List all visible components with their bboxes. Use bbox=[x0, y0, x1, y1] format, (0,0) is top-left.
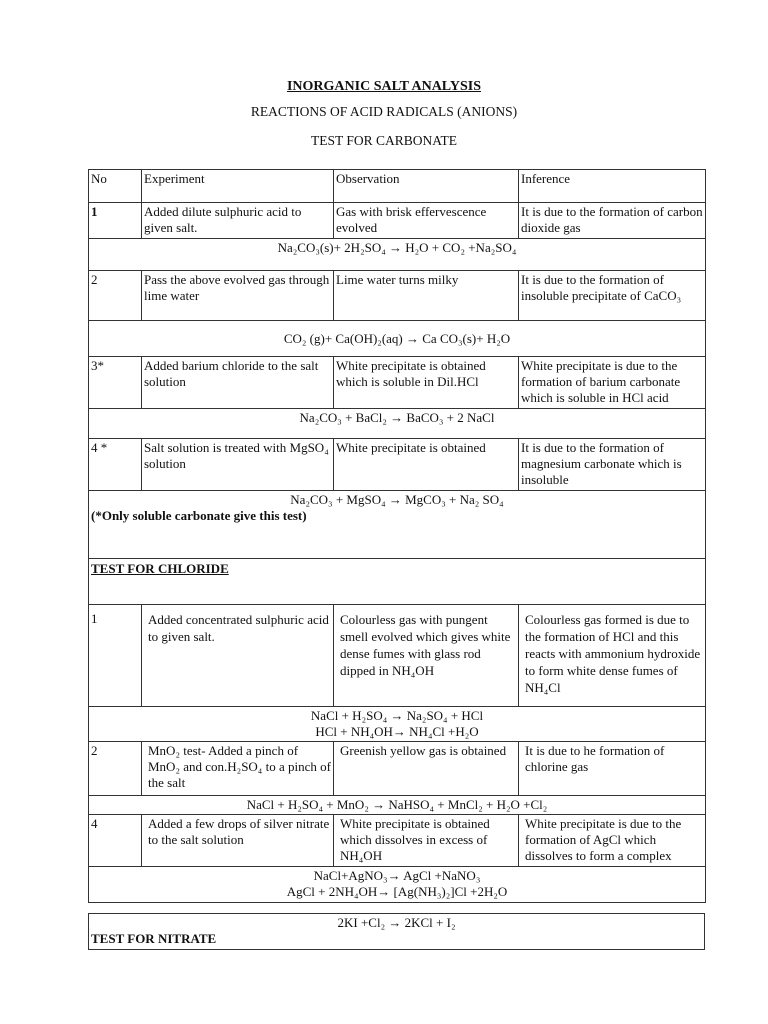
row-inference: Colourless gas formed is due to the formation of HCl and this reacts with ammonium hydroxide to form white dense fumes of NH₄Cl bbox=[519, 605, 706, 707]
row-no: 4 bbox=[89, 815, 142, 867]
page-subtitle: REACTIONS OF ACID RADICALS (ANIONS) bbox=[250, 104, 518, 119]
row-observation: White precipitate is obtained which is soluble in Dil.HCl bbox=[334, 357, 519, 409]
header-inference: Inference bbox=[519, 170, 706, 203]
header-experiment: Experiment bbox=[142, 170, 334, 203]
analysis-table bbox=[88, 169, 706, 903]
page-title: INORGANIC SALT ANALYSIS bbox=[286, 79, 481, 94]
section-row bbox=[89, 559, 706, 605]
table-row bbox=[89, 605, 706, 707]
row-experiment: Pass the above evolved gas through lime water bbox=[142, 271, 334, 321]
table-row bbox=[89, 439, 706, 491]
section-chloride-title: TEST FOR CHLORIDE bbox=[91, 561, 229, 576]
row-observation: White precipitate is obtained which dissolves in excess of NH₄OH bbox=[334, 815, 519, 867]
equation-row bbox=[89, 707, 706, 742]
equation: CO₂ (g)+ Ca(OH)₂(aq) → Ca CO₃(s)+ H₂O bbox=[89, 321, 706, 357]
equation: 2KI +Cl₂ → 2KCl + I₂ bbox=[337, 915, 456, 930]
row-no: 3* bbox=[89, 357, 142, 409]
nitrate-row bbox=[89, 914, 705, 950]
section-nitrate-title: TEST FOR NITRATE bbox=[91, 931, 217, 946]
row-observation: Gas with brisk effervescence evolved bbox=[334, 203, 519, 239]
section-carbonate-title: TEST FOR CARBONATE bbox=[310, 133, 458, 148]
row-no: 2 bbox=[89, 742, 142, 796]
table-row bbox=[89, 815, 706, 867]
carbonate-note: (*Only soluble carbonate give this test) bbox=[91, 508, 307, 523]
table-row bbox=[89, 742, 706, 796]
table-row bbox=[89, 203, 706, 239]
equation: NaCl+AgNO₃→ AgCl +NaNO₃ bbox=[313, 868, 481, 883]
equation: NaCl + H₂SO₄ + MnO₂ → NaHSO₄ + MnCl₂ + H₂O +Cl₂ bbox=[89, 796, 706, 815]
equation-row bbox=[89, 409, 706, 439]
equation: Na₂CO₃ + BaCl₂ → BaCO₃ + 2 NaCl bbox=[89, 409, 706, 439]
row-no: 4 * bbox=[89, 439, 142, 491]
row-inference: It is due to the formation of carbon dioxide gas bbox=[519, 203, 706, 239]
row-experiment: Added concentrated sulphuric acid to given salt. bbox=[142, 605, 334, 707]
nitrate-table bbox=[88, 913, 705, 950]
header-no: No bbox=[89, 170, 142, 203]
equation-row bbox=[89, 321, 706, 357]
row-no: 2 bbox=[89, 271, 142, 321]
equation: HCl + NH₄OH→ NH₄Cl +H₂O bbox=[315, 724, 479, 739]
equation-note-row bbox=[89, 491, 706, 559]
equation-row bbox=[89, 239, 706, 271]
row-inference: White precipitate is due to the formation of barium carbonate which is soluble in HCl acid bbox=[519, 357, 706, 409]
row-inference: It is due to the formation of insoluble precipitate of CaCO₃ bbox=[519, 271, 706, 321]
header-observation: Observation bbox=[334, 170, 519, 203]
equation: Na₂CO₃(s)+ 2H₂SO₄ → H₂O + CO₂ +Na₂SO₄ bbox=[89, 239, 706, 271]
row-inference: It is due to he formation of chlorine gas bbox=[519, 742, 706, 796]
row-no: 1 bbox=[89, 605, 142, 707]
equation: NaCl + H₂SO₄ → Na₂SO₄ + HCl bbox=[310, 708, 484, 723]
equation-row bbox=[89, 796, 706, 815]
row-observation: Lime water turns milky bbox=[334, 271, 519, 321]
table-row bbox=[89, 357, 706, 409]
row-inference: It is due to the formation of magnesium carbonate which is insoluble bbox=[519, 439, 706, 491]
row-observation: White precipitate is obtained bbox=[334, 439, 519, 491]
table-header-row bbox=[89, 170, 706, 203]
row-experiment: Added a few drops of silver nitrate to the salt solution bbox=[142, 815, 334, 867]
row-observation: Colourless gas with pungent smell evolved which gives white dense fumes with glass rod dipped in NH₄OH bbox=[334, 605, 519, 707]
row-observation: Greenish yellow gas is obtained bbox=[334, 742, 519, 796]
equation: AgCl + 2NH₄OH→ [Ag(NH₃)₂]Cl +2H₂O bbox=[286, 884, 508, 899]
table-row bbox=[89, 271, 706, 321]
row-experiment: Added dilute sulphuric acid to given salt. bbox=[142, 203, 334, 239]
equation-row bbox=[89, 867, 706, 903]
row-experiment: MnO₂ test- Added a pinch of MnO₂ and con.H₂SO₄ to a pinch of the salt bbox=[142, 742, 334, 796]
row-experiment: Added barium chloride to the salt solution bbox=[142, 357, 334, 409]
row-experiment: Salt solution is treated with MgSO₄ solution bbox=[142, 439, 334, 491]
row-no: 1 bbox=[89, 203, 142, 239]
row-inference: White precipitate is due to the formation of AgCl which dissolves to form a complex bbox=[519, 815, 706, 867]
equation: Na₂CO₃ + MgSO₄ → MgCO₃ + Na₂ SO₄ bbox=[290, 492, 504, 507]
